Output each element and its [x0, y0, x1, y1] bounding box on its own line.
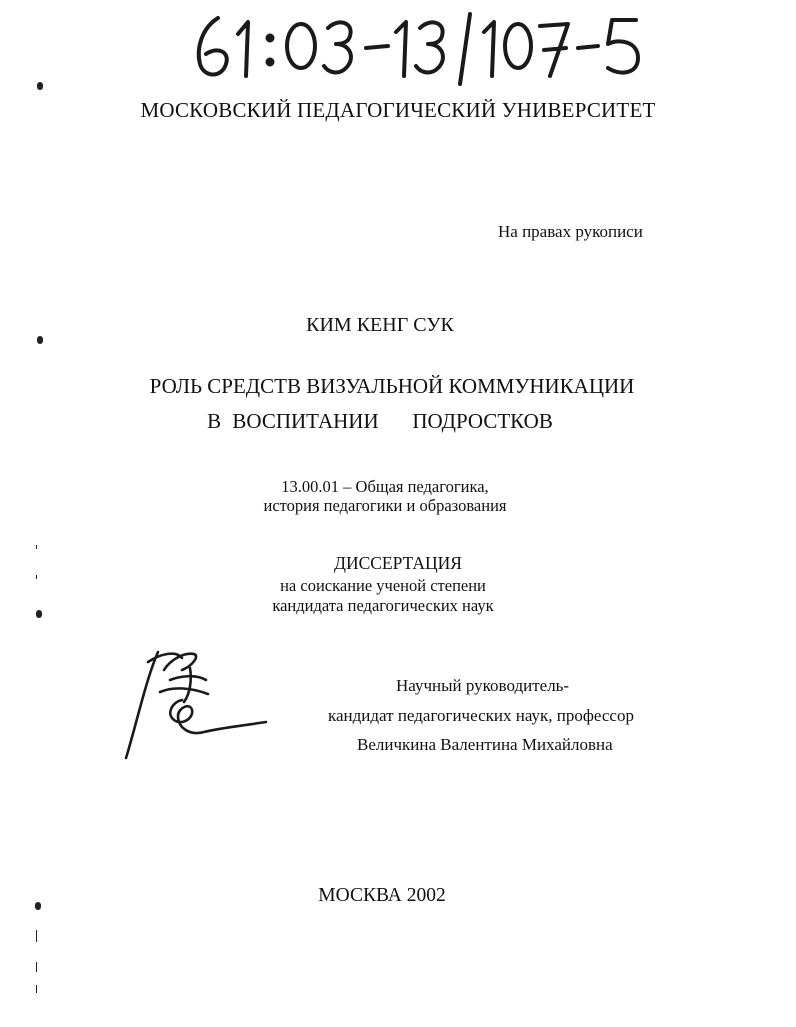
advisor-credentials: кандидат педагогических наук, профессор [328, 706, 634, 725]
specialty-code-line-2: история педагогики и образования [263, 496, 507, 515]
city-and-year: МОСКВА 2002 [318, 885, 446, 906]
scan-mark-dot [37, 82, 43, 90]
scan-mark-dot [37, 336, 43, 344]
dissertation-heading: ДИССЕРТАЦИЯ [334, 553, 462, 573]
specialty-code-line-1: 13.00.01 – Общая педагогика, [281, 477, 489, 496]
degree-line-1: на соискание ученой степени [280, 576, 486, 595]
university-name: МОСКОВСКИЙ ПЕДАГОГИЧЕСКИЙ УНИВЕРСИТЕТ [140, 98, 656, 122]
handwritten-archive-code [188, 6, 648, 86]
dissertation-title-line-2: В ВОСПИТАНИИ ПОДРОСТКОВ [207, 409, 553, 433]
degree-line-2: кандидата педагогических наук [272, 596, 494, 615]
dissertation-title-line-1: РОЛЬ СРЕДСТВ ВИЗУАЛЬНОЙ КОММУНИКАЦИИ [149, 374, 635, 398]
scan-mark-tick [36, 962, 37, 972]
scan-mark-tick [36, 545, 37, 549]
manuscript-rights-note: На правах рукописи [498, 222, 643, 241]
advisor-role: Научный руководитель- [396, 676, 570, 695]
scan-mark-tick [36, 985, 37, 993]
author-name: КИМ КЕНГ СУК [306, 314, 454, 336]
handwritten-signature [120, 640, 280, 765]
scan-mark-tick [36, 930, 37, 942]
advisor-name: Величкина Валентина Михайловна [357, 735, 613, 754]
